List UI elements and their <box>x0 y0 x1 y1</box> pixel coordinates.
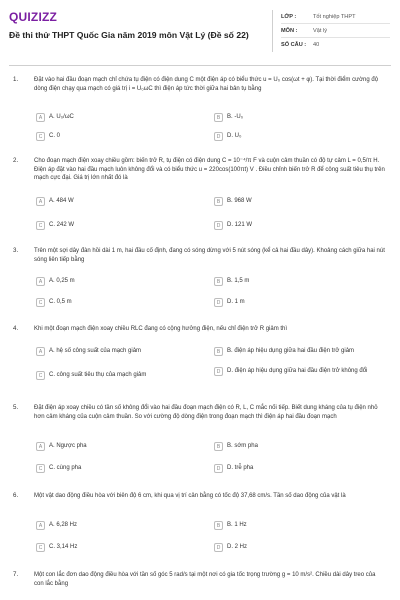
option-c[interactable] <box>36 464 81 473</box>
option-d[interactable] <box>214 367 377 376</box>
option-text: C. cùng pha <box>49 464 82 471</box>
option-text: B. điện áp hiệu dụng giữa hai đầu điện trở giảm <box>227 347 355 354</box>
meta-row-count <box>281 38 390 52</box>
option-text: B. 968 W <box>227 197 252 204</box>
meta-value: Tốt nghiệp THPT <box>313 13 356 20</box>
option-letter: D <box>214 298 223 307</box>
meta-label: SỐ CÂU : <box>281 42 307 48</box>
option-letter: C <box>36 543 45 552</box>
header-divider <box>9 65 391 66</box>
option-b[interactable] <box>214 277 249 286</box>
option-letter: C <box>36 371 45 380</box>
option-text: B. 1 Hz <box>227 521 247 528</box>
option-text: A. 6,28 Hz <box>49 521 78 528</box>
option-text: A. Ngược pha <box>49 442 87 449</box>
option-letter: A <box>36 347 45 356</box>
question-number: 6. <box>13 492 19 499</box>
option-c[interactable] <box>36 543 77 552</box>
question-text: Cho đoạn mạch điện xoay chiều gồm: biến trở R, tụ điện có điện dung C = 10⁻⁴/π F và cuộn cảm thuần có độ tự cảm L = 0,5/π H. Điện áp đặt vào hai đầu mạch luôn không đổi và có biểu thức u = 220cos(100πt) V . Điều chỉnh biến trở R để công suất tiêu thụ trên mạch cực đại. Giá trị lớn nhất đó là <box>34 158 385 182</box>
option-a[interactable] <box>36 347 141 356</box>
option-b[interactable] <box>214 521 247 530</box>
option-letter: C <box>36 464 45 473</box>
worksheet-meta <box>272 10 390 52</box>
option-text: C. 3,14 Hz <box>49 543 78 550</box>
option-text: A. U₀/ωC <box>49 113 74 120</box>
option-letter: D <box>214 132 223 141</box>
meta-row-class <box>281 10 390 24</box>
option-text: D. 1 m <box>227 298 245 305</box>
option-letter: B <box>214 113 223 122</box>
option-text: B. sớm pha <box>227 442 258 449</box>
option-letter: B <box>214 521 223 530</box>
question-text: Một con lắc đơn dao động điều hòa với tần số góc 5 rad/s tại một nơi có gia tốc trọng trường g = 10 m/s². Chiều dài dây treo của con lắc bằng <box>34 572 376 587</box>
option-text: B. 1,5 m <box>227 277 250 284</box>
option-c[interactable] <box>36 221 74 230</box>
option-b[interactable] <box>214 442 258 451</box>
question-number: 4. <box>13 325 19 332</box>
option-text: C. 0 <box>49 132 61 139</box>
option-a[interactable] <box>36 277 75 286</box>
quizizz-logo: QUIZIZZ <box>9 10 58 24</box>
option-letter: A <box>36 521 45 530</box>
question-number: 2. <box>13 157 19 164</box>
option-text: D. 121 W <box>227 221 253 228</box>
option-d[interactable] <box>214 221 252 230</box>
option-letter: A <box>36 442 45 451</box>
option-a[interactable] <box>36 521 77 530</box>
option-b[interactable] <box>214 197 252 206</box>
option-text: C. 0,5 m <box>49 298 72 305</box>
option-c[interactable] <box>36 371 146 380</box>
option-a[interactable] <box>36 197 74 206</box>
option-letter: D <box>214 367 223 376</box>
option-letter: D <box>214 221 223 230</box>
question-text: Đặt điện áp xoay chiều có tần số không đổi vào hai đầu đoạn mạch điện có R, L, C mắc nối tiếp. Biết dung kháng của tụ điện nhỏ hơn cảm kháng của cuộn cảm thuần. So với cường độ dòng điện trong đoạn mạch thì điện áp hai đầu đoạn mạch <box>34 405 378 420</box>
option-d[interactable] <box>214 132 242 141</box>
option-text: D. điện áp hiệu dụng giữa hai đầu điện trở không đổi <box>227 367 368 374</box>
meta-label: MÔN : <box>281 27 298 34</box>
option-a[interactable] <box>36 113 74 122</box>
option-b[interactable] <box>214 113 243 122</box>
option-letter: D <box>214 464 223 473</box>
question-text: Khi một đoạn mạch điện xoay chiều RLC đang có cộng hưởng điện, nếu chỉ điện trở R giảm thì <box>34 326 288 332</box>
meta-value: Vật lý <box>313 27 327 34</box>
option-text: A. hệ số công suất của mạch giảm <box>49 347 142 354</box>
option-letter: B <box>214 442 223 451</box>
question-number: 7. <box>13 571 19 578</box>
question-text: Đặt vào hai đầu đoạn mạch chỉ chứa tụ điện có điện dung C một điện áp có biểu thức u = U₀ cos(ωt + φ). Tại thời điểm cường độ dòng điện chạy qua mạch có giá trị i = U₀ωC thì điện áp tức thời giữa hai bản tụ bằng <box>34 77 379 92</box>
option-text: B. -U₀ <box>227 113 244 120</box>
option-a[interactable] <box>36 442 87 451</box>
option-letter: D <box>214 543 223 552</box>
option-c[interactable] <box>36 132 60 141</box>
option-letter: B <box>214 277 223 286</box>
option-letter: B <box>214 197 223 206</box>
option-text: C. 242 W <box>49 221 75 228</box>
option-letter: A <box>36 277 45 286</box>
option-d[interactable] <box>214 543 247 552</box>
option-letter: B <box>214 347 223 356</box>
option-letter: C <box>36 132 45 141</box>
option-text: D. U₀ <box>227 132 242 139</box>
option-b[interactable] <box>214 347 354 356</box>
question-number: 5. <box>13 404 19 411</box>
question-number: 3. <box>13 247 19 254</box>
question-text: Trên một sợi dây đàn hồi dài 1 m, hai đầu cố định, đang có sóng dừng với 5 nút sóng (kể cả hai đầu dây). Khoảng cách giữa hai nút sóng liên tiếp bằng <box>34 248 385 263</box>
option-text: D. 2 Hz <box>227 543 248 550</box>
meta-row-subject <box>281 24 390 38</box>
meta-value: 40 <box>313 42 320 48</box>
option-letter: A <box>36 113 45 122</box>
worksheet-header <box>0 0 400 62</box>
option-d[interactable] <box>214 298 245 307</box>
option-text: A. 0,25 m <box>49 277 75 284</box>
page-title: Đề thi thử THPT Quốc Gia năm 2019 môn Vật Lý (Đề số 22) <box>9 30 249 40</box>
option-text: A. 484 W <box>49 197 74 204</box>
option-text: D. trễ pha <box>227 464 254 471</box>
option-d[interactable] <box>214 464 253 473</box>
option-letter: C <box>36 221 45 230</box>
question-text: Một vật dao động điều hòa với biên độ 6 cm, khi qua vị trí cân bằng có tốc độ 37,68 cm/s. Tần số dao động của vật là <box>34 493 346 499</box>
option-letter: C <box>36 298 45 307</box>
option-letter: A <box>36 197 45 206</box>
option-text: C. công suất tiêu thụ của mạch giảm <box>49 371 147 378</box>
option-c[interactable] <box>36 298 72 307</box>
meta-label: LỚP : <box>281 13 297 20</box>
question-number: 1. <box>13 76 19 83</box>
